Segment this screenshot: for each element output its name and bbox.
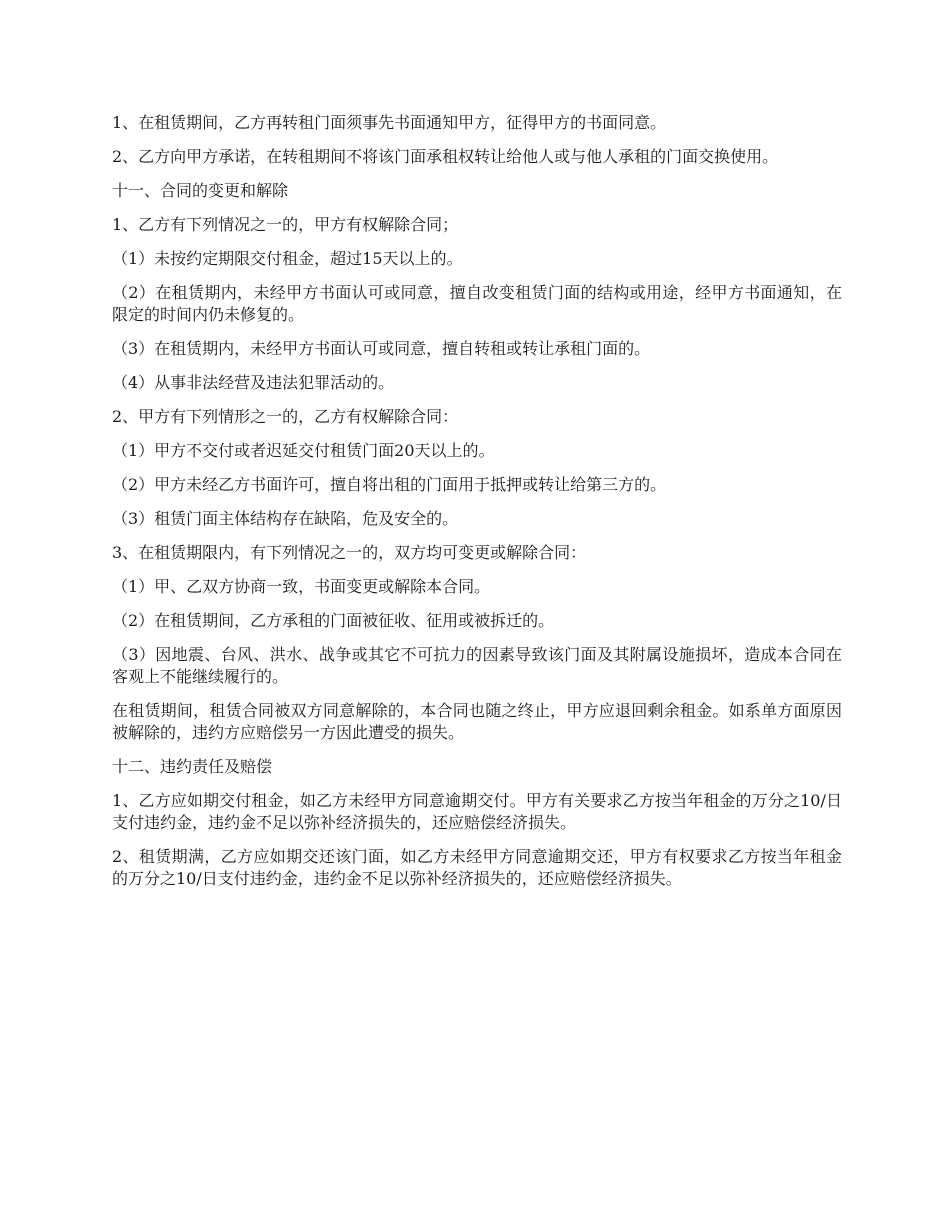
paragraph-8: （4）从事非法经营及违法犯罪活动的。 <box>112 373 395 392</box>
paragraph-6: （2）在租赁期内，未经甲方书面认可或同意，擅自改变租赁门面的结构或用途，经甲方书面通知，在限定的时间内仍未修复的。 <box>112 283 842 324</box>
paragraph-12: （3）租赁门面主体结构存在缺陷，危及安全的。 <box>112 509 459 528</box>
paragraph-1: 1、在租赁期间，乙方再转租门面须事先书面通知甲方，征得甲方的书面同意。 <box>112 113 667 132</box>
paragraph-20: 2、租赁期满，乙方应如期交还该门面，如乙方未经甲方同意逾期交还，甲方有权要求乙方按当年租金的万分之10/日支付违约金，违约金不足以弥补经济损失的，还应赔偿经济损失。 <box>112 847 842 888</box>
paragraph-2: 2、乙方向甲方承诺，在转租期间不将该门面承租权转让给他人或与他人承租的门面交换使用。 <box>112 147 779 166</box>
paragraph-9: 2、甲方有下列情形之一的，乙方有权解除合同： <box>112 407 459 426</box>
paragraph-15: （2）在租赁期间，乙方承租的门面被征收、征用或被拆迁的。 <box>112 611 555 630</box>
paragraph-10: （1）甲方不交付或者迟延交付租赁门面20天以上的。 <box>112 441 495 460</box>
paragraph-7: （3）在租赁期内，未经甲方书面认可或同意，擅自转租或转让承租门面的。 <box>112 339 651 358</box>
paragraph-16: （3）因地震、台风、洪水、战争或其它不可抗力的因素导致该门面及其附属设施损坏，造成本合同在客观上不能继续履行的。 <box>112 645 842 686</box>
paragraph-13: 3、在租赁期限内，有下列情况之一的，双方均可变更或解除合同： <box>112 543 587 562</box>
paragraph-11: （2）甲方未经乙方书面许可，擅自将出租的门面用于抵押或转让给第三方的。 <box>112 475 667 494</box>
section-heading-11: 十一、合同的变更和解除 <box>112 181 289 200</box>
paragraph-14: （1）甲、乙双方协商一致，书面变更或解除本合同。 <box>112 577 491 596</box>
paragraph-17: 在租赁期间，租赁合同被双方同意解除的，本合同也随之终止，甲方应退回剩余租金。如系单方面原因被解除的，违约方应赔偿另一方因此遭受的损失。 <box>112 701 842 742</box>
paragraph-4: 1、乙方有下列情况之一的，甲方有权解除合同； <box>112 215 459 234</box>
document-page <box>112 112 842 902</box>
section-heading-12: 十二、违约责任及赔偿 <box>112 757 273 776</box>
paragraph-5: （1）未按约定期限交付租金，超过15天以上的。 <box>112 249 463 268</box>
paragraph-19: 1、乙方应如期交付租金，如乙方未经甲方同意逾期交付。甲方有关要求乙方按当年租金的万分之10/日支付违约金，违约金不足以弥补经济损失的，还应赔偿经济损失。 <box>112 791 842 832</box>
